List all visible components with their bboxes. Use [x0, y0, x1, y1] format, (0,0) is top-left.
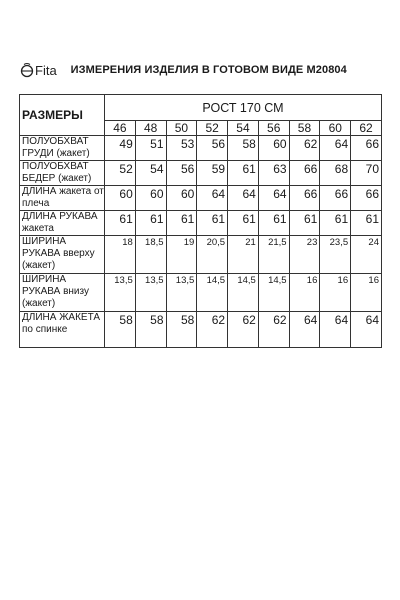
measurement-value: 60: [105, 186, 136, 211]
measurement-label: ПОЛУОБХВАТ БЕДЕР (жакет): [20, 161, 105, 186]
measurement-value: 21,5: [258, 236, 289, 274]
measurement-value: 54: [135, 161, 166, 186]
measurement-value: 24: [351, 236, 382, 274]
measurement-value: 14,5: [258, 274, 289, 312]
measurement-value: 23,5: [320, 236, 351, 274]
measurement-value: 61: [258, 211, 289, 236]
measurement-value: 59: [197, 161, 228, 186]
measurement-value: 64: [258, 186, 289, 211]
measurement-value: 61: [289, 211, 320, 236]
measurement-value: 64: [228, 186, 259, 211]
document-title: [71, 64, 347, 76]
measurement-value: 62: [228, 312, 259, 348]
measurement-value: 64: [320, 136, 351, 161]
measurement-value: 61: [197, 211, 228, 236]
measurement-value: 60: [135, 186, 166, 211]
measurement-value: 14,5: [197, 274, 228, 312]
measurement-value: 61: [228, 161, 259, 186]
measurement-value: 49: [105, 136, 136, 161]
measurement-value: 53: [166, 136, 197, 161]
size-cell: 50: [166, 121, 197, 136]
measurement-value: 61: [228, 211, 259, 236]
table-row: [20, 236, 382, 274]
measurement-value: 66: [351, 186, 382, 211]
measurement-value: 52: [105, 161, 136, 186]
measurement-value: 21: [228, 236, 259, 274]
measurement-label: ДЛИНА ЖАКЕТА по спинке: [20, 312, 105, 348]
measurement-value: 64: [197, 186, 228, 211]
title-text: ИЗМЕРЕНИЯ ИЗДЕЛИЯ В ГОТОВОМ ВИДЕ: [70, 64, 304, 76]
measurement-value: 19: [166, 236, 197, 274]
sizes-header: РАЗМЕРЫ: [20, 95, 105, 136]
measurement-value: 68: [320, 161, 351, 186]
measurement-value: 64: [320, 312, 351, 348]
measurement-value: 62: [258, 312, 289, 348]
measurement-value: 58: [228, 136, 259, 161]
measurement-value: 62: [289, 136, 320, 161]
size-cell: 58: [289, 121, 320, 136]
measurement-value: 61: [166, 211, 197, 236]
size-cell: 52: [197, 121, 228, 136]
measurement-label: ШИРИНА РУКАВА вверху (жакет): [20, 236, 105, 274]
table-title-row: [20, 95, 382, 121]
table-row: [20, 312, 382, 348]
measurement-value: 13,5: [135, 274, 166, 312]
height-header: РОСТ 170 СМ: [105, 95, 382, 121]
measurement-value: 63: [258, 161, 289, 186]
table-row: [20, 161, 382, 186]
measurement-value: 13,5: [105, 274, 136, 312]
measurement-value: 60: [258, 136, 289, 161]
fita-logo-icon: [20, 62, 34, 78]
size-cell: 60: [320, 121, 351, 136]
measurement-value: 66: [351, 136, 382, 161]
measurement-value: 51: [135, 136, 166, 161]
measurement-value: 58: [135, 312, 166, 348]
size-cell: 56: [258, 121, 289, 136]
measurements-table: [19, 94, 382, 348]
measurement-value: 56: [166, 161, 197, 186]
measurement-value: 18: [105, 236, 136, 274]
measurement-label: ДЛИНА РУКАВА жакета: [20, 211, 105, 236]
measurement-value: 60: [166, 186, 197, 211]
measurement-value: 64: [289, 312, 320, 348]
measurement-value: 13,5: [166, 274, 197, 312]
brand-name: Fita: [35, 62, 57, 78]
measurement-value: 58: [166, 312, 197, 348]
measurement-value: 62: [197, 312, 228, 348]
measurement-label: ДЛИНА жакета от плеча: [20, 186, 105, 211]
measurement-value: 16: [289, 274, 320, 312]
measurement-value: 20,5: [197, 236, 228, 274]
measurement-value: 56: [197, 136, 228, 161]
measurement-value: 58: [105, 312, 136, 348]
measurement-value: 66: [320, 186, 351, 211]
size-cell: 48: [135, 121, 166, 136]
table-row: [20, 274, 382, 312]
measurement-value: 14,5: [228, 274, 259, 312]
measurement-value: 66: [289, 161, 320, 186]
measurement-value: 61: [320, 211, 351, 236]
measurement-label: ШИРИНА РУКАВА внизу (жакет): [20, 274, 105, 312]
size-cell: 46: [105, 121, 136, 136]
table-row: [20, 136, 382, 161]
brand-logo: [20, 62, 57, 78]
measurement-value: 18,5: [135, 236, 166, 274]
measurement-value: 16: [320, 274, 351, 312]
measurement-value: 23: [289, 236, 320, 274]
measurement-value: 66: [289, 186, 320, 211]
page-header: [20, 55, 390, 85]
model-code: М20804: [306, 64, 347, 76]
measurement-value: 61: [351, 211, 382, 236]
table-row: [20, 211, 382, 236]
measurement-value: 70: [351, 161, 382, 186]
measurement-value: 16: [351, 274, 382, 312]
measurement-label: ПОЛУОБХВАТ ГРУДИ (жакет): [20, 136, 105, 161]
size-cell: 62: [351, 121, 382, 136]
measurement-value: 64: [351, 312, 382, 348]
size-cell: 54: [228, 121, 259, 136]
measurement-value: 61: [105, 211, 136, 236]
measurement-value: 61: [135, 211, 166, 236]
table-row: [20, 186, 382, 211]
